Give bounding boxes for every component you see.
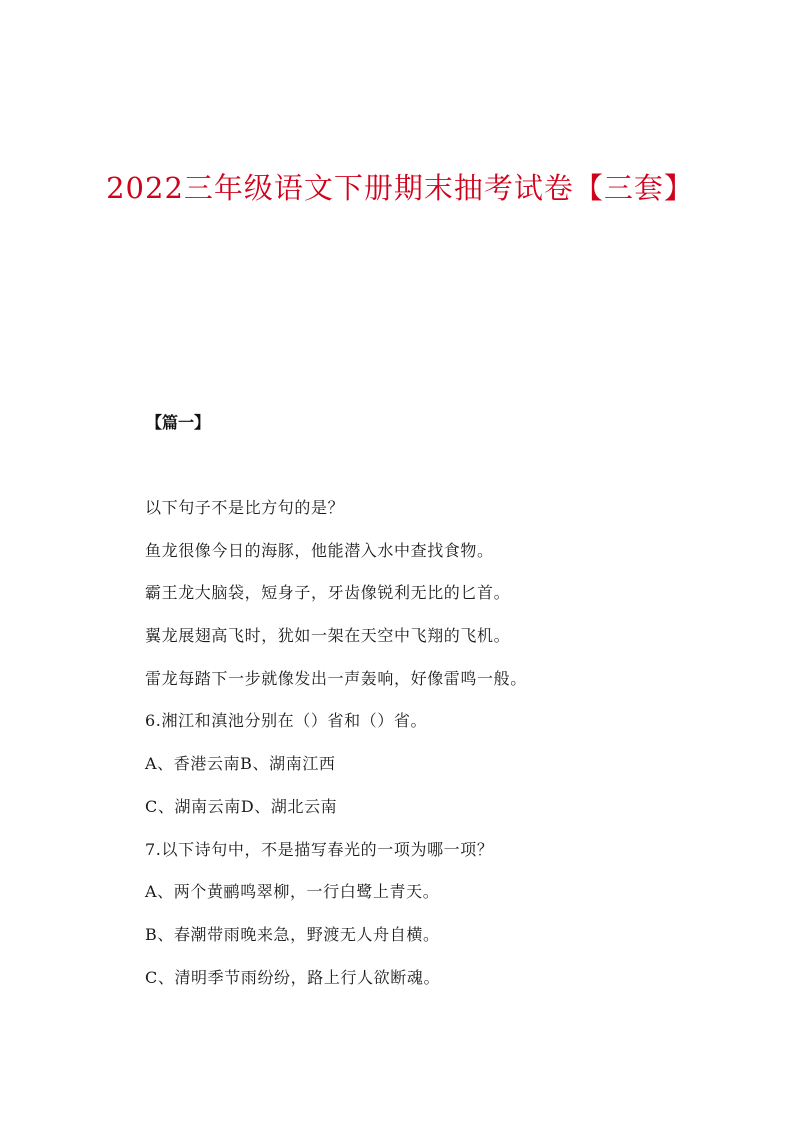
section-heading: 【篇一】	[146, 413, 211, 432]
question-option-line: A、两个黄鹂鸣翠柳，一行白鹭上青天。	[145, 882, 440, 902]
question-line: 7.以下诗句中，不是描写春光的一项为哪一项？	[145, 839, 494, 859]
question-line: 以下句子不是比方句的是？	[145, 498, 345, 517]
question-option-line: 鱼龙很像今日的海豚，他能潜入水中查找食物。	[145, 540, 494, 560]
question-line: 6.湘江和滇池分别在（）省和（）省。	[145, 711, 428, 731]
question-option-line: 雷龙每踏下一步就像发出一声轰响，好像雷鸣一般。	[145, 668, 527, 688]
document-title: 2022三年级语文下册期末抽考试卷【三套】	[106, 171, 694, 205]
question-option-line: A、香港云南B、湖南江西	[145, 754, 336, 774]
question-option-line: 霸王龙大脑袋，短身子，牙齿像锐利无比的匕首。	[145, 583, 511, 603]
question-option-line: C、清明季节雨纷纷，路上行人欲断魂。	[145, 967, 441, 987]
question-option-line: 翼龙展翅高飞时，犹如一架在天空中飞翔的飞机。	[145, 626, 511, 646]
question-text-block	[145, 497, 765, 1009]
question-option-line: C、湖南云南D、湖北云南	[145, 796, 338, 816]
question-option-line: B、春潮带雨晚来急，野渡无人舟自横。	[145, 924, 440, 944]
